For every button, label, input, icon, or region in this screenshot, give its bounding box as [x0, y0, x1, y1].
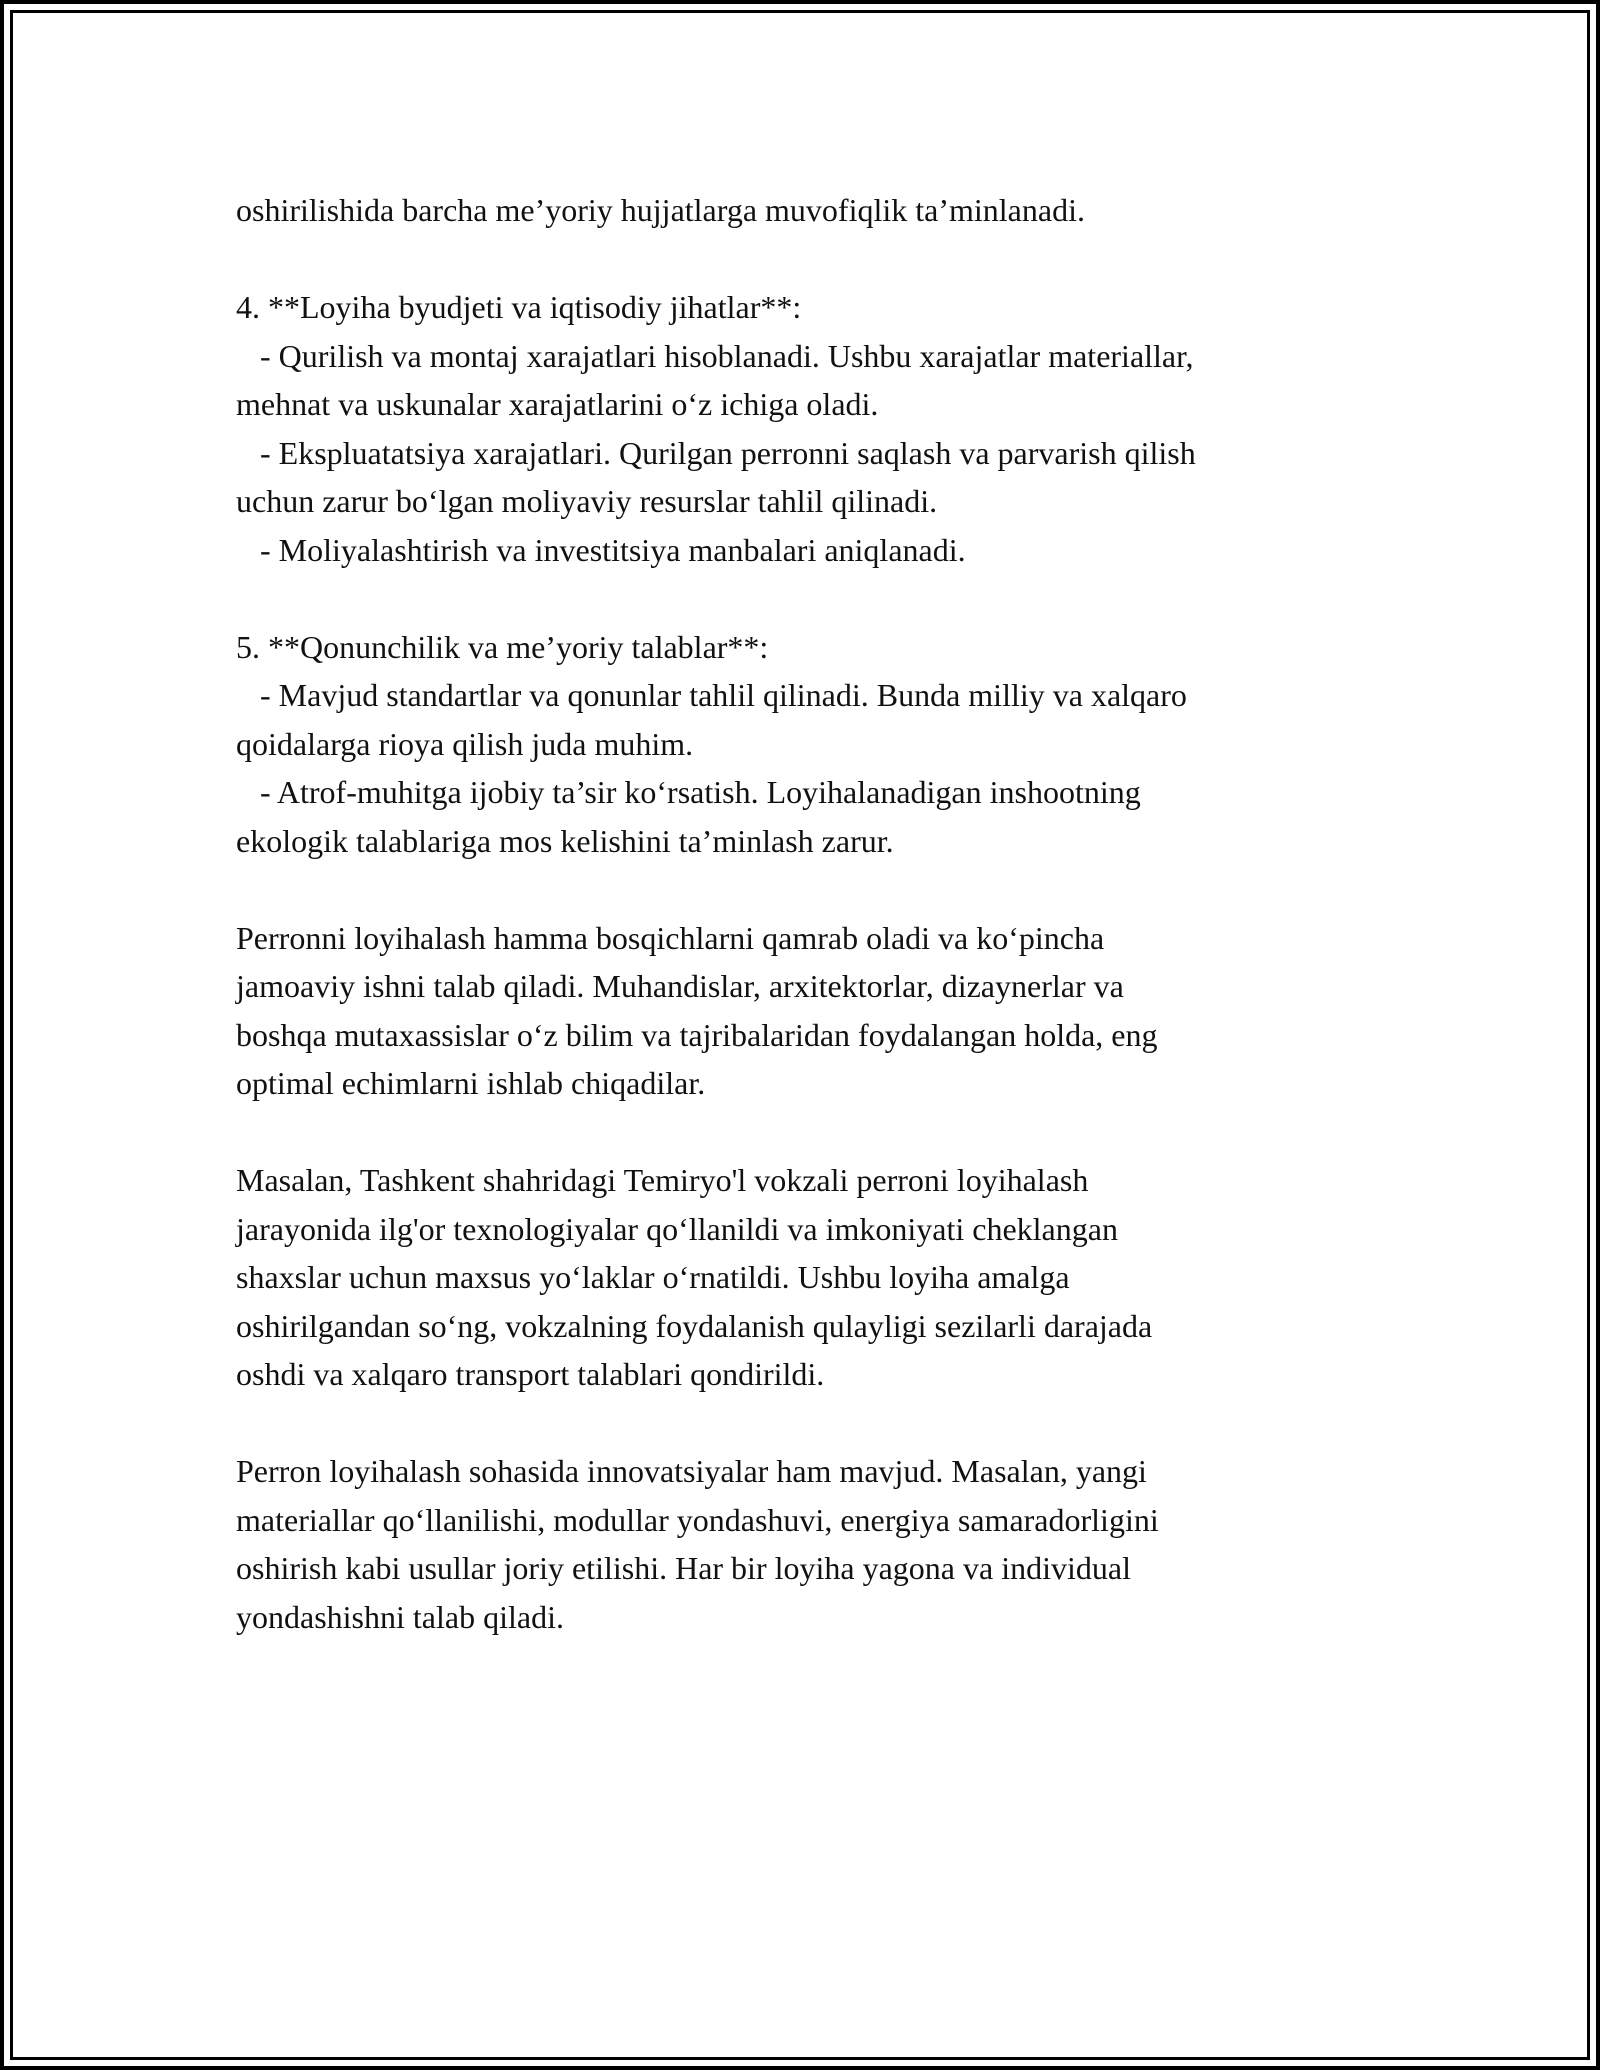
paragraph-gap [236, 235, 1376, 284]
paragraph-gap [236, 1399, 1376, 1448]
section-5 [236, 623, 1376, 866]
text-line: - Ekspluatatsiya xarajatlari. Qurilgan perronni saqlash va parvarish qilish [236, 434, 1196, 471]
paragraph-example [236, 1156, 1376, 1399]
text-line: mehnat va uskunalar xarajatlarini o‘z ichiga oladi. [236, 386, 879, 422]
text-line: boshqa mutaxassislar o‘z bilim va tajribalaridan foydalangan holda, eng [236, 1016, 1158, 1053]
document-body [236, 186, 1376, 1641]
paragraph-gap [236, 1108, 1376, 1157]
text-line: jamoaviy ishni talab qiladi. Muhandislar, arxitektorlar, dizaynerlar va [236, 968, 1124, 1004]
paragraph-intro [236, 186, 1376, 235]
text-line: optimal echimlarni ishlab chiqadilar. [236, 1065, 706, 1101]
text-line: uchun zarur bo‘lgan moliyaviy resurslar tahlil qilinadi. [236, 483, 938, 519]
text-line: materiallar qo‘llanilishi, modullar yondashuvi, energiya samaradorligini [236, 1501, 1159, 1538]
text-line: shaxslar uchun maxsus yo‘laklar o‘rnatildi. Ushbu loyiha amalga [236, 1259, 1070, 1295]
text-line: - Moliyalashtirish va investitsiya manbalari aniqlanadi. [236, 531, 966, 568]
text-line: - Mavjud standartlar va qonunlar tahlil qilinadi. Bunda milliy va xalqaro [236, 677, 1187, 713]
text-line: - Atrof-muhitga ijobiy ta’sir ko‘rsatish. Loyihalanadigan inshootning [236, 774, 1141, 810]
paragraph-innovation [236, 1447, 1376, 1641]
text-line: yondashishni talab qiladi. [236, 1598, 564, 1635]
text-line: jarayonida ilg'or texnologiyalar qo‘llanildi va imkoniyati cheklangan [236, 1210, 1118, 1247]
text-line: - Qurilish va montaj xarajatlari hisoblanadi. Ushbu xarajatlar materiallar, [236, 337, 1194, 374]
text-line: oshirish kabi usullar joriy etilishi. Har bir loyiha yagona va individual [236, 1550, 1131, 1586]
text-line: ekologik talablariga mos kelishini ta’minlash zarur. [236, 822, 894, 859]
text-line: Masalan, Tashkent shahridagi Temiryo'l vokzali perroni loyihalash [236, 1162, 1089, 1198]
text-line: Perron loyihalash sohasida innovatsiyalar ham mavjud. Masalan, yangi [236, 1453, 1147, 1489]
text-line: Perronni loyihalash hamma bosqichlarni qamrab oladi va ko‘pincha [236, 919, 1105, 956]
section-4-heading: 4. **Loyiha byudjeti va iqtisodiy jihatlar**: [236, 289, 802, 325]
text-line: oshirilgandan so‘ng, vokzalning foydalanish qulayligi sezilarli darajada [236, 1307, 1153, 1344]
section-4 [236, 283, 1376, 574]
text-line: oshirilishida barcha me’yoriy hujjatlarga muvofiqlik ta’minlanadi. [236, 192, 1085, 228]
paragraph-gap [236, 865, 1376, 914]
paragraph-team [236, 914, 1376, 1108]
text-line: qoidalarga rioya qilish juda muhim. [236, 725, 694, 762]
section-5-heading: 5. **Qonunchilik va me’yoriy talablar**: [236, 628, 769, 665]
text-line: oshdi va xalqaro transport talablari qondirildi. [236, 1356, 825, 1392]
paragraph-gap [236, 574, 1376, 623]
